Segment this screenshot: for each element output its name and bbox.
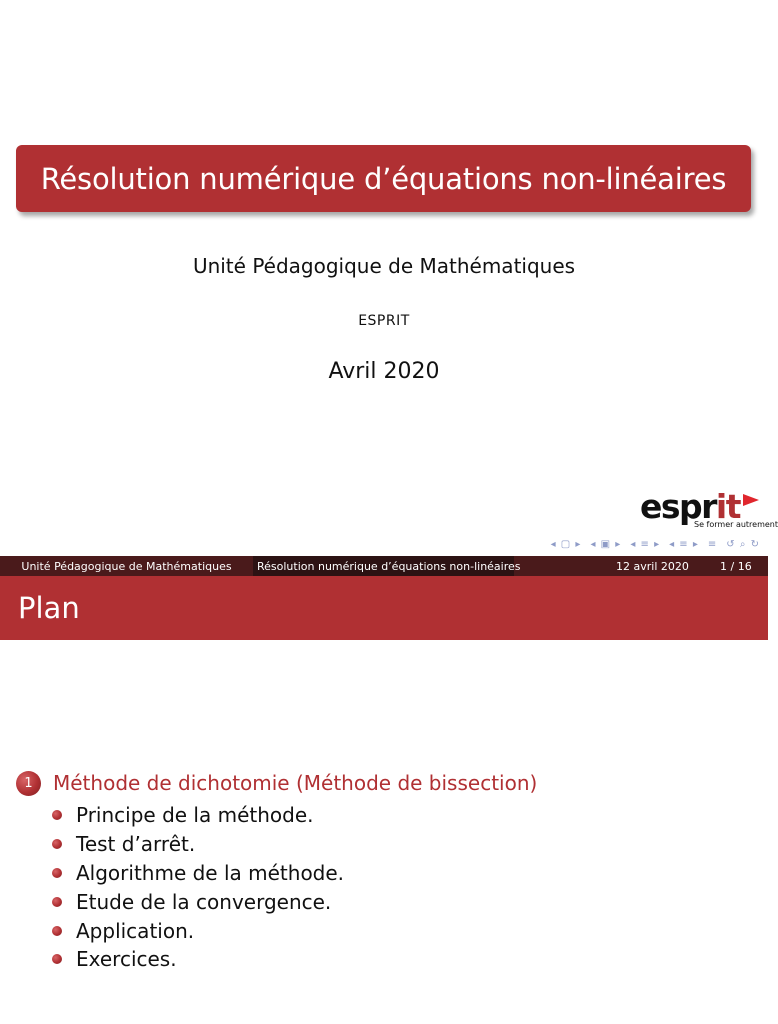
toc-subsection[interactable] — [0, 801, 768, 830]
subsection-label[interactable]: Principe de la méthode. — [76, 803, 314, 828]
footer-author: Unité Pédagogique de Mathématiques — [21, 559, 232, 573]
frame-title-bar — [0, 576, 768, 640]
presentation-title: Résolution numérique d’équations non-linéaires — [40, 161, 727, 196]
subsection-list — [0, 801, 768, 974]
institute: ESPRIT — [358, 313, 410, 329]
logo-flag-icon — [743, 494, 759, 506]
subsection-label[interactable]: Algorithme de la méthode. — [76, 860, 345, 885]
footer-bar — [0, 556, 768, 576]
nav-subsection-list-control[interactable]: ◂ ≡ ▸ — [669, 539, 699, 550]
subsection-label[interactable]: Etude de la convergence. — [76, 889, 332, 914]
bullet-ball-icon — [52, 954, 62, 964]
toc-subsection[interactable] — [0, 887, 768, 916]
footer-title: Résolution numérique d’équations non-linéaires — [253, 556, 514, 576]
toc-subsection[interactable] — [0, 945, 768, 974]
section-label[interactable]: Méthode de dichotomie (Méthode de bissection) — [53, 771, 538, 795]
bullet-ball-icon — [52, 897, 62, 907]
nav-toc-icon[interactable]: ≡ — [707, 539, 718, 550]
logo-word-main: espr — [640, 487, 716, 526]
title-box — [16, 145, 751, 212]
author: Unité Pédagogique de Mathématiques — [192, 254, 576, 278]
esprit-logo — [640, 487, 778, 532]
subsection-label[interactable]: Exercices. — [76, 947, 177, 972]
table-of-contents — [0, 765, 768, 974]
toc-subsection[interactable] — [0, 916, 768, 945]
presentation-date: Avril 2020 — [328, 359, 440, 384]
toc-subsection[interactable] — [0, 830, 768, 859]
nav-frame-control[interactable]: ◂ ▢ ▸ — [550, 539, 582, 550]
nav-search-icon[interactable]: ↺ ⌕ ↻ — [726, 539, 760, 550]
footer-date: 12 avril 2020 — [616, 559, 689, 573]
beamer-navigation — [551, 539, 760, 550]
bullet-ball-icon — [52, 926, 62, 936]
bullet-ball-icon — [52, 810, 62, 820]
subsection-label[interactable]: Test d’arrêt. — [76, 832, 196, 857]
frame-title: Plan — [18, 591, 80, 625]
toc-section[interactable] — [0, 765, 768, 801]
nav-subsection-control[interactable]: ◂ ▣ ▸ — [590, 539, 622, 550]
logo-tagline: Se former autrement — [694, 520, 778, 529]
toc-subsection[interactable] — [0, 859, 768, 888]
footer-page-number: 1 / 16 — [720, 559, 752, 573]
logo-word-accent: it — [715, 487, 741, 526]
bullet-ball-icon — [52, 868, 62, 878]
bullet-ball-icon — [52, 839, 62, 849]
subsection-label[interactable]: Application. — [76, 918, 195, 943]
nav-section-control[interactable]: ◂ ≡ ▸ — [630, 539, 661, 550]
section-number-ball: 1 — [16, 771, 41, 796]
